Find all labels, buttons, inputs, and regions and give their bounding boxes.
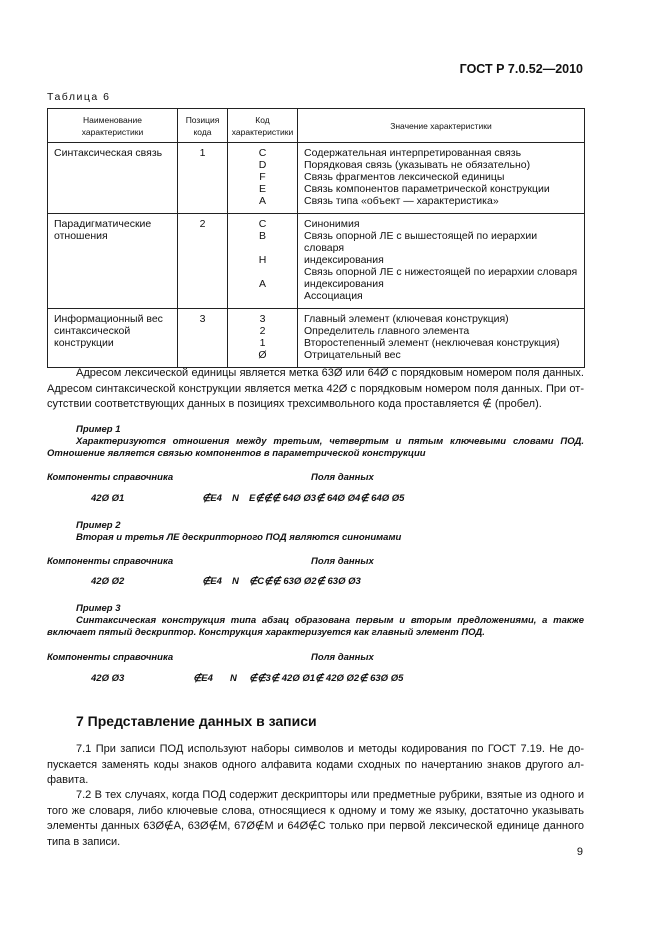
example-2-text: Вторая и третья ЛЕ дескрипторного ПОД являются синонимами [76, 532, 402, 543]
header-position-line: Позиция [185, 114, 220, 125]
meaning-line: Синонимия [304, 218, 360, 230]
code-value [230, 266, 295, 278]
code-value: C [258, 218, 267, 230]
example-3-label-components: Компоненты справочника [47, 652, 174, 663]
example-1-label-fields: Поля данных [311, 472, 374, 483]
example-1-text: Характеризуются отношения между третьим, четвертым и пятым ключевыми словами ПОД. Отношение является связью компонентов в параметрической конструкции [47, 436, 584, 459]
example-3-code-ref: 42Ø Ø3 [91, 673, 125, 684]
section-7-paragraph-1: 7.1 При записи ПОД используют наборы символов и методы кодирования по ГОСТ 7.19. Не до- пускается заменять коды знаков одного алфавита кодами сходных по начертанию знаков другого ал- фавита. [47, 743, 584, 786]
meaning-line: Порядковая связь (указывать не обязательно) [304, 159, 531, 171]
meaning-line: Связь опорной ЛЕ с нижестоящей по иерархии словаря [304, 266, 578, 278]
code-value [230, 242, 295, 254]
table-header-row [48, 109, 585, 143]
example-3-code-data: ∉∉3∉ 42Ø Ø1∉ 42Ø Ø2∉ 63Ø Ø5 [249, 673, 404, 684]
code-value: B [258, 230, 266, 242]
row-meanings-cell [298, 309, 585, 368]
code-value: 2 [259, 325, 266, 337]
example-1-code-n: N [232, 493, 239, 504]
meaning-line: Связь опорной ЛЕ с вышестоящей по иерархии словаря [304, 230, 538, 254]
example-2-code-data: ∉C∉∉ 63Ø Ø2∉ 63Ø Ø3 [249, 576, 361, 587]
header-code-line: характеристики [231, 126, 294, 137]
header-name-line: Наименование [83, 114, 142, 125]
example-1-title: Пример 1 [76, 424, 121, 435]
row-position-cell: 3 [178, 309, 228, 368]
table-row [48, 214, 585, 309]
row-codes-cell [228, 143, 298, 214]
meaning-line: Второстепенный элемент (неключевая конструкция) [304, 337, 560, 349]
row-position-cell: 2 [178, 214, 228, 309]
example-2-title: Пример 2 [76, 520, 121, 531]
header-code-line: Код [255, 114, 270, 125]
code-value: D [258, 159, 267, 171]
row-name-line: конструкции [54, 337, 114, 349]
code-value: F [259, 171, 266, 183]
row-name-cell [48, 214, 178, 309]
example-2-label-components: Компоненты справочника [47, 556, 174, 567]
code-value: Ø [258, 349, 267, 361]
example-3-text: Синтаксическая конструкция типа абзац образована первым и вторым предложениями, а также включает пятый дескриптор. Конструкция характеризуется как главный элемент ПОД. [47, 615, 584, 638]
meaning-line: Связь типа «объект — характеристика» [304, 195, 499, 207]
code-value: 1 [259, 337, 266, 349]
header-name-line: характеристики [81, 126, 144, 137]
row-name-line: синтаксической [54, 325, 131, 337]
example-1-code-ref: 42Ø Ø1 [91, 493, 125, 504]
row-codes-cell [228, 214, 298, 309]
example-3-code-tag: ∉E4 [193, 673, 213, 684]
example-2-code-n: N [232, 576, 239, 587]
row-name-line: Синтаксическая связь [54, 147, 163, 159]
table-row [48, 143, 585, 214]
example-2-code-ref: 42Ø Ø2 [91, 576, 125, 587]
table-6 [47, 108, 585, 368]
row-meanings-cell [298, 143, 585, 214]
code-value: E [258, 183, 266, 195]
meaning-line: Связь компонентов параметрической конструкции [304, 183, 550, 195]
code-value: A [258, 278, 266, 290]
page-number: 9 [576, 846, 583, 858]
table-caption: Таблица 6 [47, 91, 111, 103]
example-1-label-components: Компоненты справочника [47, 472, 174, 483]
row-name-cell [48, 143, 178, 214]
section-7-paragraph-2: 7.2 В тех случаях, когда ПОД содержит дескрипторы или предметные рубрики, взятые из одного и того же словаря, либо ключевые слова, относящиеся к одному и тому же языку, достаточно указывать элементы данных 63Ø∉A, 63Ø∉M, 67Ø∉M и 64Ø∉C только при первой лексической единице данного типа в записи. [47, 789, 584, 848]
meaning-line: Определитель главного элемента [304, 325, 470, 337]
row-name-line: отношения [54, 230, 108, 242]
table-row [48, 309, 585, 368]
code-value: C [258, 147, 267, 159]
meaning-line: Содержательная интерпретированная связь [304, 147, 522, 159]
row-name-line: Парадигматические [54, 218, 152, 230]
example-3-code-n: N [230, 673, 237, 684]
header-name [48, 109, 178, 143]
document-id: ГОСТ Р 7.0.52—2010 [459, 62, 583, 76]
example-3-title: Пример 3 [76, 603, 121, 614]
row-meanings-cell [298, 214, 585, 309]
row-position-cell: 1 [178, 143, 228, 214]
meaning-line: индексирования [304, 278, 384, 290]
example-1-code-tag: ∉E4 [202, 493, 222, 504]
header-position [178, 109, 228, 143]
code-value: 3 [259, 313, 266, 325]
header-position-line: кода [193, 126, 212, 137]
row-codes-cell [228, 309, 298, 368]
example-2-label-fields: Поля данных [311, 556, 374, 567]
meaning-line: индексирования [304, 254, 384, 266]
example-3-label-fields: Поля данных [311, 652, 374, 663]
meaning-line: Главный элемент (ключевая конструкция) [304, 313, 509, 325]
intro-paragraph: Адресом лексической единицы является метка 63Ø или 64Ø с порядковым номером поля данных. Адресом синтаксической конструкции является метка 42Ø с порядковым номером поля данных. При от- сутствии соответствующих данных в позициях трехсимвольного кода проставляется ∉ (пробел). [47, 367, 584, 410]
row-name-line: Информационный вес [54, 313, 163, 325]
code-value: A [258, 195, 266, 207]
example-2-code-tag: ∉E4 [202, 576, 222, 587]
row-name-cell [48, 309, 178, 368]
meaning-line: Связь фрагментов лексической единицы [304, 171, 505, 183]
section-7-title: 7 Представление данных в записи [76, 713, 317, 729]
header-meaning: Значение характеристики [298, 109, 585, 143]
code-value: H [258, 254, 267, 266]
header-code [228, 109, 298, 143]
meaning-line: Ассоциация [304, 290, 363, 302]
meaning-line: Отрицательный вес [304, 349, 401, 361]
example-1-code-data: E∉∉∉ 64Ø Ø3∉ 64Ø Ø4∉ 64Ø Ø5 [249, 493, 405, 504]
